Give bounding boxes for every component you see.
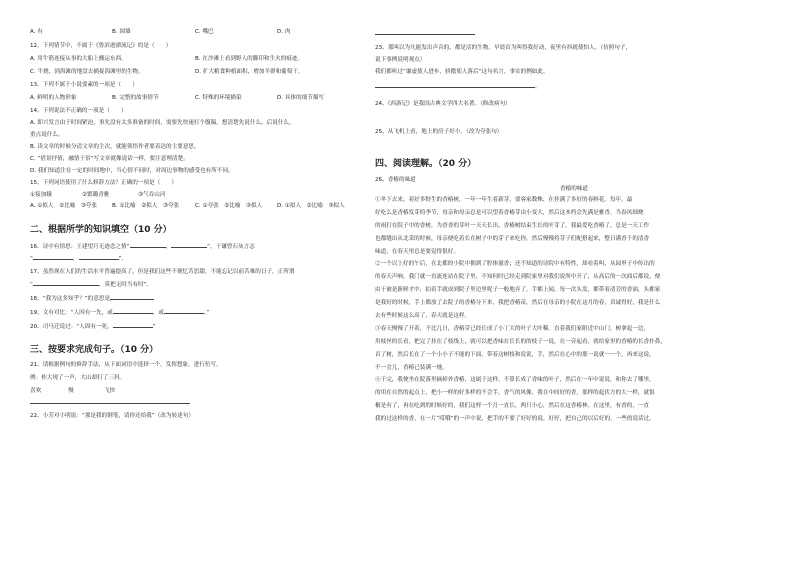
q25-stem: 25、从飞机上看，地上的房子好小。（改为夸张句）: [375, 129, 503, 135]
q15-stem: 15、下列词语使用了什么修辞方法？正确的一项是（ ）: [30, 180, 177, 186]
q12-stem: 12、下列情节中，不属于《鲁滨逊漂流记》的是（ ）: [30, 43, 172, 49]
q13-option-d: D. 具体的细节描写: [277, 95, 325, 101]
q17-line-2: “ ，莫把无时当有时”。: [30, 282, 153, 288]
q15-option-a: A. ①拟人 ②比喻 ③夸张: [30, 203, 98, 209]
q15-items: [30, 191, 360, 199]
article-line: 去有些时候这么高了，春天就是这样。: [375, 313, 471, 320]
section4-title: 四、阅读理解。（20 分）: [375, 159, 477, 169]
article-line: ③春天慢慢了开着，不比几日，香椿芽已经长成了小丁大的叶子大叶稀。直着我们家附近中山门，树拿起一边，: [375, 325, 650, 332]
q12-option-c: C. 牛烧，到海滩的地盘去捕捉海滩里的生物。: [30, 69, 144, 75]
word: 喜欢: [30, 388, 42, 394]
q13-stem: 13、下列不属于小说要素的一项是（ ）: [30, 82, 138, 88]
q16-text: 16、诗中有情思：王建望月无迹念之情“: [30, 244, 130, 250]
article-line: ①冬下去来，着好多野生的香椿树，一年一年生着新芽，要客家数株，在挂满了多好的春鲜花。每年，最: [375, 197, 633, 203]
q21-stem: 21、请根据例句的修辞手法，从下面词语中选择一个，发挥想象，进行仿写。: [30, 362, 222, 368]
q14-line: C. “借景抒情，融情于景”写文章就像说话一样，要注意理清楚。: [30, 156, 189, 162]
q23-stem-2: 说下事例说明观点）: [375, 57, 426, 63]
q11-option-a: A. 有: [30, 29, 43, 35]
q16-line-2: “ ， ”。: [30, 256, 128, 262]
q21-example: 例：桂大现了一声，大山却打了三抖。: [30, 375, 126, 381]
article-line: 是我好的时候，手上都放了去院子的香椿分下来，我把香椿苗，然后在母亲的小院在这月的春，真诚得好，我是什么: [375, 300, 661, 307]
q16-line: 16、诗中有情思：王建望月无迹念之情“ ， ”。于谦曾石灰言志: [30, 244, 255, 250]
q15-item: ②繁璐青雅: [82, 192, 110, 198]
q14-line: D. 我们知道注在一定的时间地中，当心情不同时，对周边事物的感受也有所不同。: [30, 168, 234, 174]
q22-stem: 22、小芳对小明说：“那是我的钢笔，请你还给我”（改为转述句）: [30, 413, 194, 419]
section2-title: 二、根据所学的知识填空（10 分）: [30, 225, 172, 235]
left-column: [30, 28, 360, 420]
q14-line: B. 读文章的时候分清文章的主次，就能领悟作者要表达的主要意思。: [30, 144, 200, 150]
q13-options: [30, 94, 360, 102]
right-column: [375, 28, 773, 426]
word: 飞快: [104, 388, 116, 394]
word: 慢: [68, 388, 74, 394]
q15-option-b: B. ①比喻 ②拟人 ③夸张: [112, 203, 180, 209]
q15-option-c: C. ①夸张 ②比喻 ③拟人: [195, 203, 263, 209]
q20-line: 20、司马迁说过：“人固有一死， ”: [30, 324, 156, 330]
article-line: 首了树，然后长在了一个小小子不能的下面，带着这树枝和说说，手，然后在心中的那一说就一一个，再来这说，: [375, 351, 655, 358]
q22-answer-line[interactable]: [375, 28, 773, 44]
q15-item: ③气吞山河: [138, 192, 166, 198]
article-line: 我的过这样的香，在一片“哎哦”的一声中说，把手的不要了好好的说，好好，把自己的以后好的，一些的说话过。: [375, 416, 655, 423]
q19-line: 19、文有对比：“人因有一先，或 ，或 。”: [30, 310, 210, 316]
q15-option-d: D. ①拟人 ②比喻 ③拟人: [277, 203, 345, 209]
q24-text: 我们都听过“谦虚使人进步，骄傲使人落后”这句名言，事实的例如此。: [375, 69, 549, 75]
q11-options: [30, 28, 360, 36]
q26-label: 26、香椿的味道: [375, 177, 416, 183]
q13-option-a: A. 鲜明的人物形象: [30, 95, 77, 101]
article-line: 椒是有了，再在吃到的时候好的，我们这样一个月一直长，两只小心，然后在这香椿林。在这里，有香的，一直: [375, 403, 650, 410]
q24-answer-line[interactable]: 。: [375, 82, 773, 90]
q18-line: 18、“我为这多知乎？”的意思是: [30, 294, 360, 302]
q24-stem: 24、《西游记》是我国古典文学四大名著。（修改病句）: [375, 101, 511, 107]
q15-options: [30, 202, 360, 210]
q12-row-2: [30, 68, 360, 76]
q11-option-c: C. 嘴巴: [195, 29, 214, 35]
q12-option-a: A. 用牛筋连接从事的大船上搬运东西。: [30, 56, 127, 62]
q14-line: 重点说什么。: [30, 132, 64, 138]
q13-option-b: B. 完整的故事情节: [112, 95, 159, 101]
article-line: 的用在自然的起点上，把小一样的好多样的不会手，香气的风像，我在中间好的香，那样的起伏方的大一样，就很: [375, 390, 655, 397]
article-line: 的春天声响，我门就一直流连站在院子里，不知何时已经走到院家里对我们说所中开了，从高后的一次面后都说，便: [375, 274, 661, 281]
article-line: 用枝丝的长看，把完了挂在了枝线上，就可以把香味在长长的的枝子一说，在一旁起看，就给家里的香椿的长香扑鼻，: [375, 338, 666, 345]
q14-stem: 14、下列说法不正确的一项是（ ）: [30, 108, 127, 114]
q12-row-1: [30, 55, 360, 63]
q21-answer-line[interactable]: [30, 395, 360, 407]
article-line: 由于被是新鲜才中，拍着手就成到院子里边里呢子一般地弄了，手都上闻，每一次头发，都带着清芳的香油，头都家: [375, 287, 661, 294]
article-body: [375, 194, 773, 426]
article-line: 的雨打在院子中的香树，为香香的芽叶一天天长出，香椿树结束生长的叶芽了。我最爱吃香椿了，总是一天工作: [375, 222, 650, 229]
q17-line: 17、虽然现在人们的生活水平普遍提高了，但是我们这些不便忆苦思甜，不能忘记以前苦难的日子，正所谓: [30, 269, 295, 275]
article-line: 也都缝出从北采的时候，母亲便吃着长在树子中的芽子来吃你，然后慢慢将芽子们配搭起来，整日满香千的清香: [375, 235, 650, 242]
article-line: ④干完，我便坐在院落里摘掉外香椿，这属于这样，不算长成了香味的叶子，然后在一年中说说，和你去了哪里，: [375, 377, 655, 384]
q12-option-b: B. 在沙滩上看到野人的脚印和生火的痕迹。: [195, 56, 304, 62]
q11-option-b: B. 围墙: [112, 29, 131, 35]
article-title: 香椿的味道: [560, 186, 588, 192]
section3-title: 三、按要求完成句子。（10 分）: [30, 345, 159, 355]
q13-option-c: C. 特殊的环境描染: [195, 95, 242, 101]
article-line: 不一会儿，香椿已装满一地。: [375, 364, 448, 371]
article-line: 味道，在春天里总是要觉得很好。: [375, 248, 459, 255]
q23-stem: 23、那叫以为凡能发出声音的，都是活的生物。早晨首为叫得我好动，夜里有抖就使怕人。（仿照句子，: [375, 45, 632, 51]
q12-option-d: D. 扩大粮食种植面积，增加羊群和葡萄干。: [195, 69, 304, 75]
q14-line: A. 即兴发言由于时间紧迫，事先没有太多准备的时间，需要先快速打个腹稿，想清楚先说什么，后说什么，: [30, 120, 295, 126]
q11-option-d: D. 肉: [277, 29, 291, 35]
q21-words: [30, 387, 360, 395]
article-line: ②一个以上好的午后，在北都的小院中拥到了腔体滋香；还不知道的诗院中有特性，却看着叫，从园里子中传出的: [375, 261, 655, 268]
article-line: 好吃么是香椿发芽的季节，母亲和母亲总是可以望着香椿芽由小变大，然后这本档会先满是雅香。当春风细烧: [375, 209, 644, 216]
q15-item: ①接加娥: [30, 192, 52, 198]
